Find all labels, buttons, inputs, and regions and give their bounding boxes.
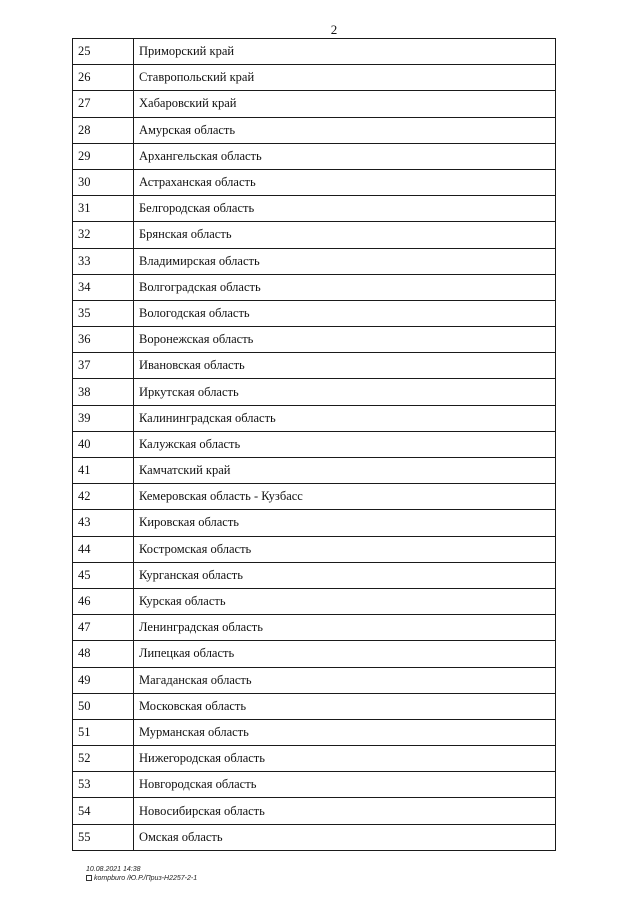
table-row xyxy=(73,405,556,431)
table-row xyxy=(73,588,556,614)
region-name: Мурманская область xyxy=(134,719,556,745)
region-name: Амурская область xyxy=(134,117,556,143)
table-row xyxy=(73,327,556,353)
row-number: 40 xyxy=(73,431,134,457)
row-number: 50 xyxy=(73,693,134,719)
region-name: Курганская область xyxy=(134,562,556,588)
table-row xyxy=(73,39,556,65)
table-row xyxy=(73,798,556,824)
table-row xyxy=(73,562,556,588)
table-row xyxy=(73,117,556,143)
table-row xyxy=(73,484,556,510)
region-name: Новосибирская область xyxy=(134,798,556,824)
region-name: Новгородская область xyxy=(134,772,556,798)
region-name: Иркутская область xyxy=(134,379,556,405)
region-name: Ставропольский край xyxy=(134,65,556,91)
row-number: 51 xyxy=(73,719,134,745)
footer-file-line xyxy=(86,874,197,883)
table-row xyxy=(73,641,556,667)
region-name: Астраханская область xyxy=(134,169,556,195)
row-number: 30 xyxy=(73,169,134,195)
region-name: Камчатский край xyxy=(134,458,556,484)
regions-table xyxy=(72,38,556,851)
table-row xyxy=(73,693,556,719)
row-number: 38 xyxy=(73,379,134,405)
row-number: 34 xyxy=(73,274,134,300)
table-row xyxy=(73,274,556,300)
regions-table-body xyxy=(73,39,556,851)
row-number: 37 xyxy=(73,353,134,379)
page-number: 2 xyxy=(330,22,338,37)
row-number: 36 xyxy=(73,327,134,353)
region-name: Омская область xyxy=(134,824,556,850)
table-row xyxy=(73,615,556,641)
table-row xyxy=(73,431,556,457)
region-name: Калининградская область xyxy=(134,405,556,431)
row-number: 41 xyxy=(73,458,134,484)
table-row xyxy=(73,536,556,562)
region-name: Владимирская область xyxy=(134,248,556,274)
table-row xyxy=(73,91,556,117)
table-row xyxy=(73,824,556,850)
row-number: 54 xyxy=(73,798,134,824)
table-row xyxy=(73,719,556,745)
table-row xyxy=(73,379,556,405)
region-name: Брянская область xyxy=(134,222,556,248)
table-row xyxy=(73,222,556,248)
row-number: 43 xyxy=(73,510,134,536)
table-row xyxy=(73,196,556,222)
row-number: 55 xyxy=(73,824,134,850)
region-name: Калужская область xyxy=(134,431,556,457)
row-number: 29 xyxy=(73,143,134,169)
region-name: Нижегородская область xyxy=(134,746,556,772)
row-number: 33 xyxy=(73,248,134,274)
region-name: Волгоградская область xyxy=(134,274,556,300)
footer-file-ref: kompburo /Ю.Р./Приз-Н2257-2-1 xyxy=(94,875,198,882)
row-number: 27 xyxy=(73,91,134,117)
row-number: 42 xyxy=(73,484,134,510)
table-row xyxy=(73,169,556,195)
row-number: 28 xyxy=(73,117,134,143)
row-number: 31 xyxy=(73,196,134,222)
row-number: 32 xyxy=(73,222,134,248)
region-name: Курская область xyxy=(134,588,556,614)
table-row xyxy=(73,300,556,326)
row-number: 26 xyxy=(73,65,134,91)
region-name: Липецкая область xyxy=(134,641,556,667)
footer-datetime: 10.08.2021 14:38 xyxy=(86,866,141,873)
region-name: Воронежская область xyxy=(134,327,556,353)
region-name: Приморский край xyxy=(134,39,556,65)
region-name: Хабаровский край xyxy=(134,91,556,117)
region-name: Архангельская область xyxy=(134,143,556,169)
row-number: 47 xyxy=(73,615,134,641)
row-number: 44 xyxy=(73,536,134,562)
table-row xyxy=(73,510,556,536)
table-row xyxy=(73,65,556,91)
row-number: 25 xyxy=(73,39,134,65)
region-name: Ивановская область xyxy=(134,353,556,379)
table-row xyxy=(73,248,556,274)
table-row xyxy=(73,353,556,379)
table-row xyxy=(73,667,556,693)
row-number: 45 xyxy=(73,562,134,588)
region-name: Кемеровская область - Кузбасс xyxy=(134,484,556,510)
region-name: Кировская область xyxy=(134,510,556,536)
region-name: Ленинградская область xyxy=(134,615,556,641)
row-number: 49 xyxy=(73,667,134,693)
table-row xyxy=(73,143,556,169)
table-row xyxy=(73,772,556,798)
document-footer xyxy=(86,865,197,883)
row-number: 35 xyxy=(73,300,134,326)
document-icon xyxy=(86,875,92,881)
table-row xyxy=(73,458,556,484)
region-name: Костромская область xyxy=(134,536,556,562)
row-number: 39 xyxy=(73,405,134,431)
row-number: 48 xyxy=(73,641,134,667)
region-name: Магаданская область xyxy=(134,667,556,693)
row-number: 53 xyxy=(73,772,134,798)
region-name: Вологодская область xyxy=(134,300,556,326)
table-row xyxy=(73,746,556,772)
region-name: Московская область xyxy=(134,693,556,719)
row-number: 46 xyxy=(73,588,134,614)
region-name: Белгородская область xyxy=(134,196,556,222)
row-number: 52 xyxy=(73,746,134,772)
